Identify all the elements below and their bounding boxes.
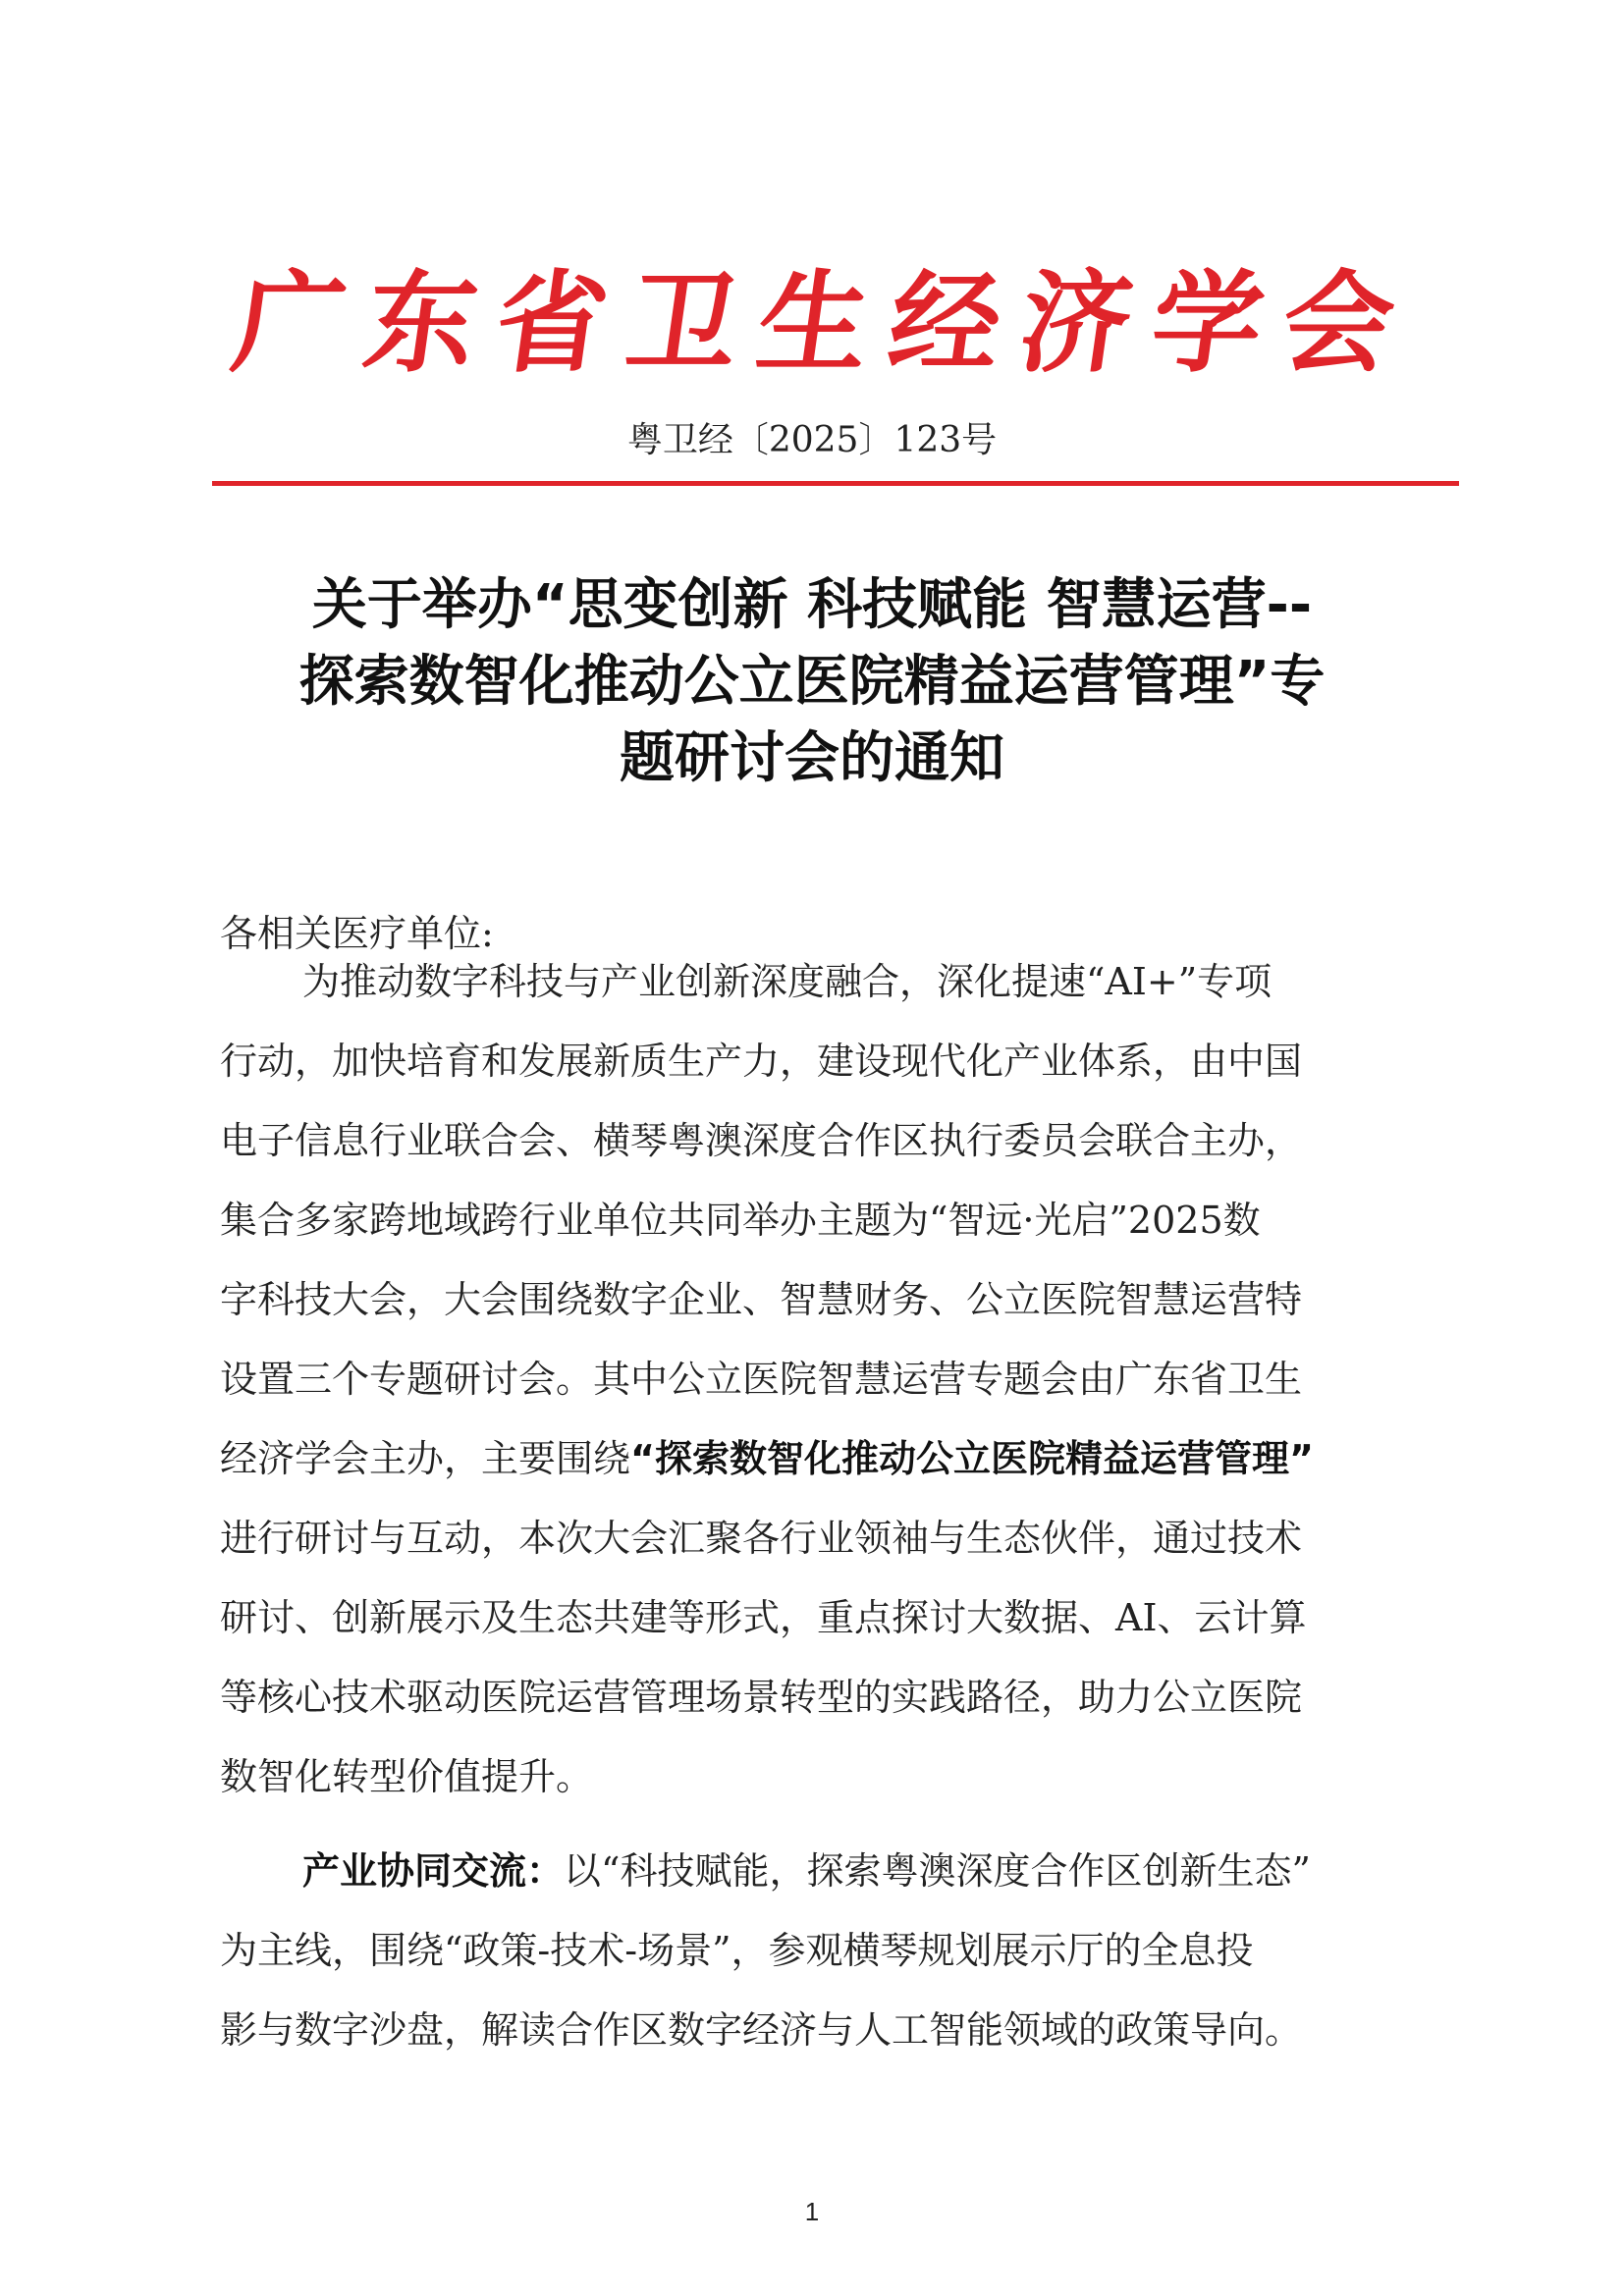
letterhead-char: 东 (356, 258, 485, 388)
letterhead-char: 生 (749, 258, 878, 388)
paragraph-line: 研讨、创新展示及生态共建等形式，重点探讨大数据、AI、云计算 (220, 1596, 1307, 1639)
paragraph-text: 经济学会主办，主要围绕 (220, 1437, 631, 1480)
paragraph-line: 电子信息行业联合会、横琴粤澳深度合作区执行委员会联合主办， (220, 1119, 1303, 1162)
organization-letterhead (225, 240, 1402, 388)
paragraph-line (220, 1832, 1418, 1911)
letterhead-char: 经 (881, 258, 1009, 388)
paragraph-line: 行动，加快培育和发展新质生产力，建设现代化产业体系，由中国 (220, 1040, 1303, 1083)
paragraph-line: 集合多家跨地域跨行业单位共同举办主题为“智远·光启”2025数 (220, 1199, 1261, 1242)
paragraph-line: 等核心技术驱动医院运营管理场景转型的实践路径，助力公立医院 (220, 1676, 1303, 1719)
paragraph-line: 数智化转型价值提升。 (220, 1755, 594, 1798)
letterhead-char: 济 (1011, 258, 1140, 388)
header-divider (212, 481, 1459, 486)
page-number: 1 (804, 2197, 820, 2226)
title-line: 关于举办“思变创新 科技赋能 智慧运营-- (311, 573, 1313, 637)
title-line: 探索数智化推动公立医院精益运营管理”专 (298, 650, 1326, 714)
salutation: 各相关医疗单位: (220, 912, 494, 955)
title-line: 题研讨会的通知 (620, 726, 1004, 790)
letterhead-char: 学 (1143, 258, 1272, 388)
paragraph-line: 为主线，围绕“政策-技术-场景”，参观横琴规划展示厅的全息投 (220, 1929, 1254, 1972)
letterhead-char: 会 (1273, 258, 1402, 388)
letterhead-char: 卫 (619, 258, 747, 388)
emphasized-topic: “探索数智化推动公立医院精益运营管理” (630, 1437, 1314, 1480)
letterhead-char: 广 (225, 258, 353, 388)
paragraph-line: 字科技大会，大会围绕数字企业、智慧财务、公立医院智慧运营特 (220, 1278, 1303, 1321)
letterhead-char: 省 (487, 258, 616, 388)
section-heading: 产业协同交流： (302, 1849, 565, 1893)
paragraph-text: 以“科技赋能，探索粤澳深度合作区创新生态” (564, 1849, 1311, 1893)
body-paragraph-2 (220, 1832, 1418, 2070)
paragraph-line: 影与数字沙盘，解读合作区数字经济与人工智能领域的政策导向。 (220, 2008, 1303, 2052)
paragraph-line: 进行研讨与互动，本次大会汇聚各行业领袖与生态伙伴，通过技术 (220, 1517, 1303, 1560)
document-title (206, 567, 1418, 797)
body-paragraph-1 (220, 942, 1418, 1817)
paragraph-line (220, 1419, 1418, 1499)
paragraph-line: 设置三个专题研讨会。其中公立医院智慧运营专题会由广东省卫生 (220, 1358, 1303, 1401)
paragraph-line: 为推动数字科技与产业创新深度融合，深化提速“AI+”专项 (302, 960, 1272, 1003)
document-number: 粤卫经〔2025〕123号 (626, 420, 998, 460)
